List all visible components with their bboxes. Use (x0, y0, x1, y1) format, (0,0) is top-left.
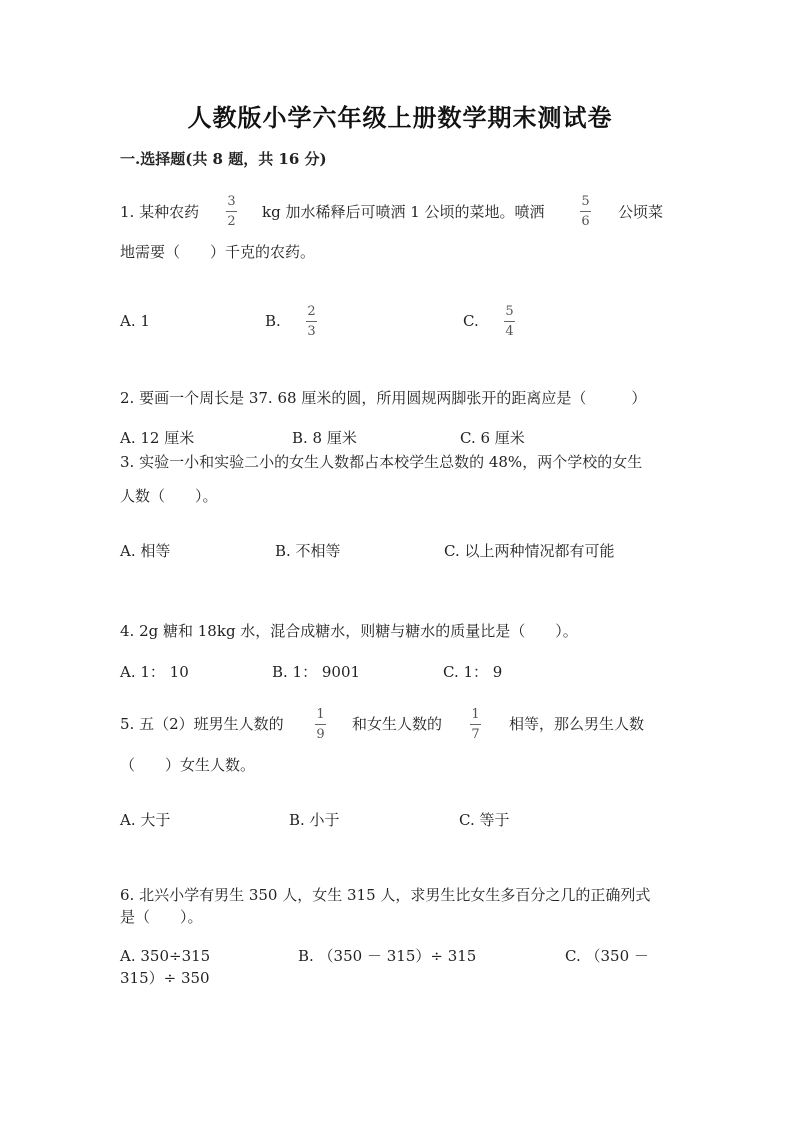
q3-option-b: B. 不相等 (275, 542, 341, 560)
denominator: 4 (505, 324, 514, 339)
q6-option-a: A. 350÷315 (120, 947, 211, 965)
q1-option-c-fraction (504, 304, 515, 339)
denominator: 2 (227, 214, 236, 229)
numerator: 1 (471, 707, 480, 722)
denominator: 9 (316, 727, 325, 742)
denominator: 6 (581, 214, 590, 229)
fraction-bar (580, 211, 591, 212)
q2-option-b: B. 8 厘米 (292, 429, 357, 447)
q5-text-part3: 相等，那么男生人数 (509, 715, 645, 733)
q4-option-b: B. 1： 9001 (272, 663, 361, 681)
fraction-bar (306, 321, 317, 322)
q6-option-c: C. （350 － (565, 947, 649, 965)
numerator: 5 (581, 194, 590, 209)
fraction-bar (470, 724, 481, 725)
fraction-bar (504, 321, 515, 322)
q1-text-part1: 1. 某种农药 (120, 203, 200, 221)
q2-option-a: A. 12 厘米 (120, 429, 195, 447)
q5-text-line2: （ ）女生人数。 (120, 756, 256, 774)
q3-text-line1: 3. 实验一小和实验二小的女生人数都占本校学生总数的 48%，两个学校的女生 (120, 453, 643, 471)
q3-option-a: A. 相等 (120, 542, 171, 560)
q2-option-c: C. 6 厘米 (460, 429, 525, 447)
q1-text-part2: kg 加水稀释后可喷洒 1 公顷的菜地。喷洒 (262, 203, 545, 221)
numerator: 5 (505, 304, 514, 319)
denominator: 3 (307, 324, 316, 339)
q6-option-b: B. （350 － 315）÷ 315 (298, 947, 477, 965)
q1-option-a: A. 1 (120, 312, 150, 330)
fraction-bar (315, 724, 326, 725)
q6-text-line2: 是（ ）。 (120, 908, 203, 926)
q6-option-c-continued: 315）÷ 350 (120, 969, 210, 987)
q3-option-c: C. 以上两种情况都有可能 (444, 542, 615, 560)
q1-text-part3: 公顷菜 (618, 203, 664, 221)
q1-text-line2: 地需要（ ）千克的农药。 (120, 243, 316, 261)
page-title: 人教版小学六年级上册数学期末测试卷 (187, 103, 613, 132)
denominator: 7 (471, 727, 480, 742)
q4-option-c: C. 1： 9 (443, 663, 503, 681)
q3-text-line2: 人数（ ）。 (120, 487, 218, 505)
q2-text: 2. 要画一个周长是 37. 68 厘米的圆，所用圆规两脚张开的距离应是（ ） (120, 389, 647, 407)
q4-text: 4. 2g 糖和 18kg 水，混合成糖水，则糖与糖水的质量比是（ ）。 (120, 622, 578, 640)
numerator: 1 (316, 707, 325, 722)
q5-text-part1: 5. 五（2）班男生人数的 (120, 715, 284, 733)
section-heading: 一.选择题(共 8 题，共 16 分) (120, 150, 327, 168)
q1-fraction-2 (580, 194, 591, 229)
numerator: 2 (307, 304, 316, 319)
q1-option-c: C. (463, 312, 479, 330)
q1-fraction-1 (226, 194, 237, 229)
q5-option-b: B. 小于 (289, 811, 340, 829)
q5-fraction-2 (470, 707, 481, 742)
q4-option-a: A. 1： 10 (120, 663, 189, 681)
q5-fraction-1 (315, 707, 326, 742)
q5-text-part2: 和女生人数的 (352, 715, 443, 733)
q5-option-a: A. 大于 (120, 811, 171, 829)
q5-option-c: C. 等于 (459, 811, 510, 829)
q1-option-b-fraction (306, 304, 317, 339)
q1-option-b: B. (265, 312, 281, 330)
numerator: 3 (227, 194, 236, 209)
q6-text-line1: 6. 北兴小学有男生 350 人，女生 315 人，求男生比女生多百分之几的正确列式 (120, 886, 651, 904)
fraction-bar (226, 211, 237, 212)
